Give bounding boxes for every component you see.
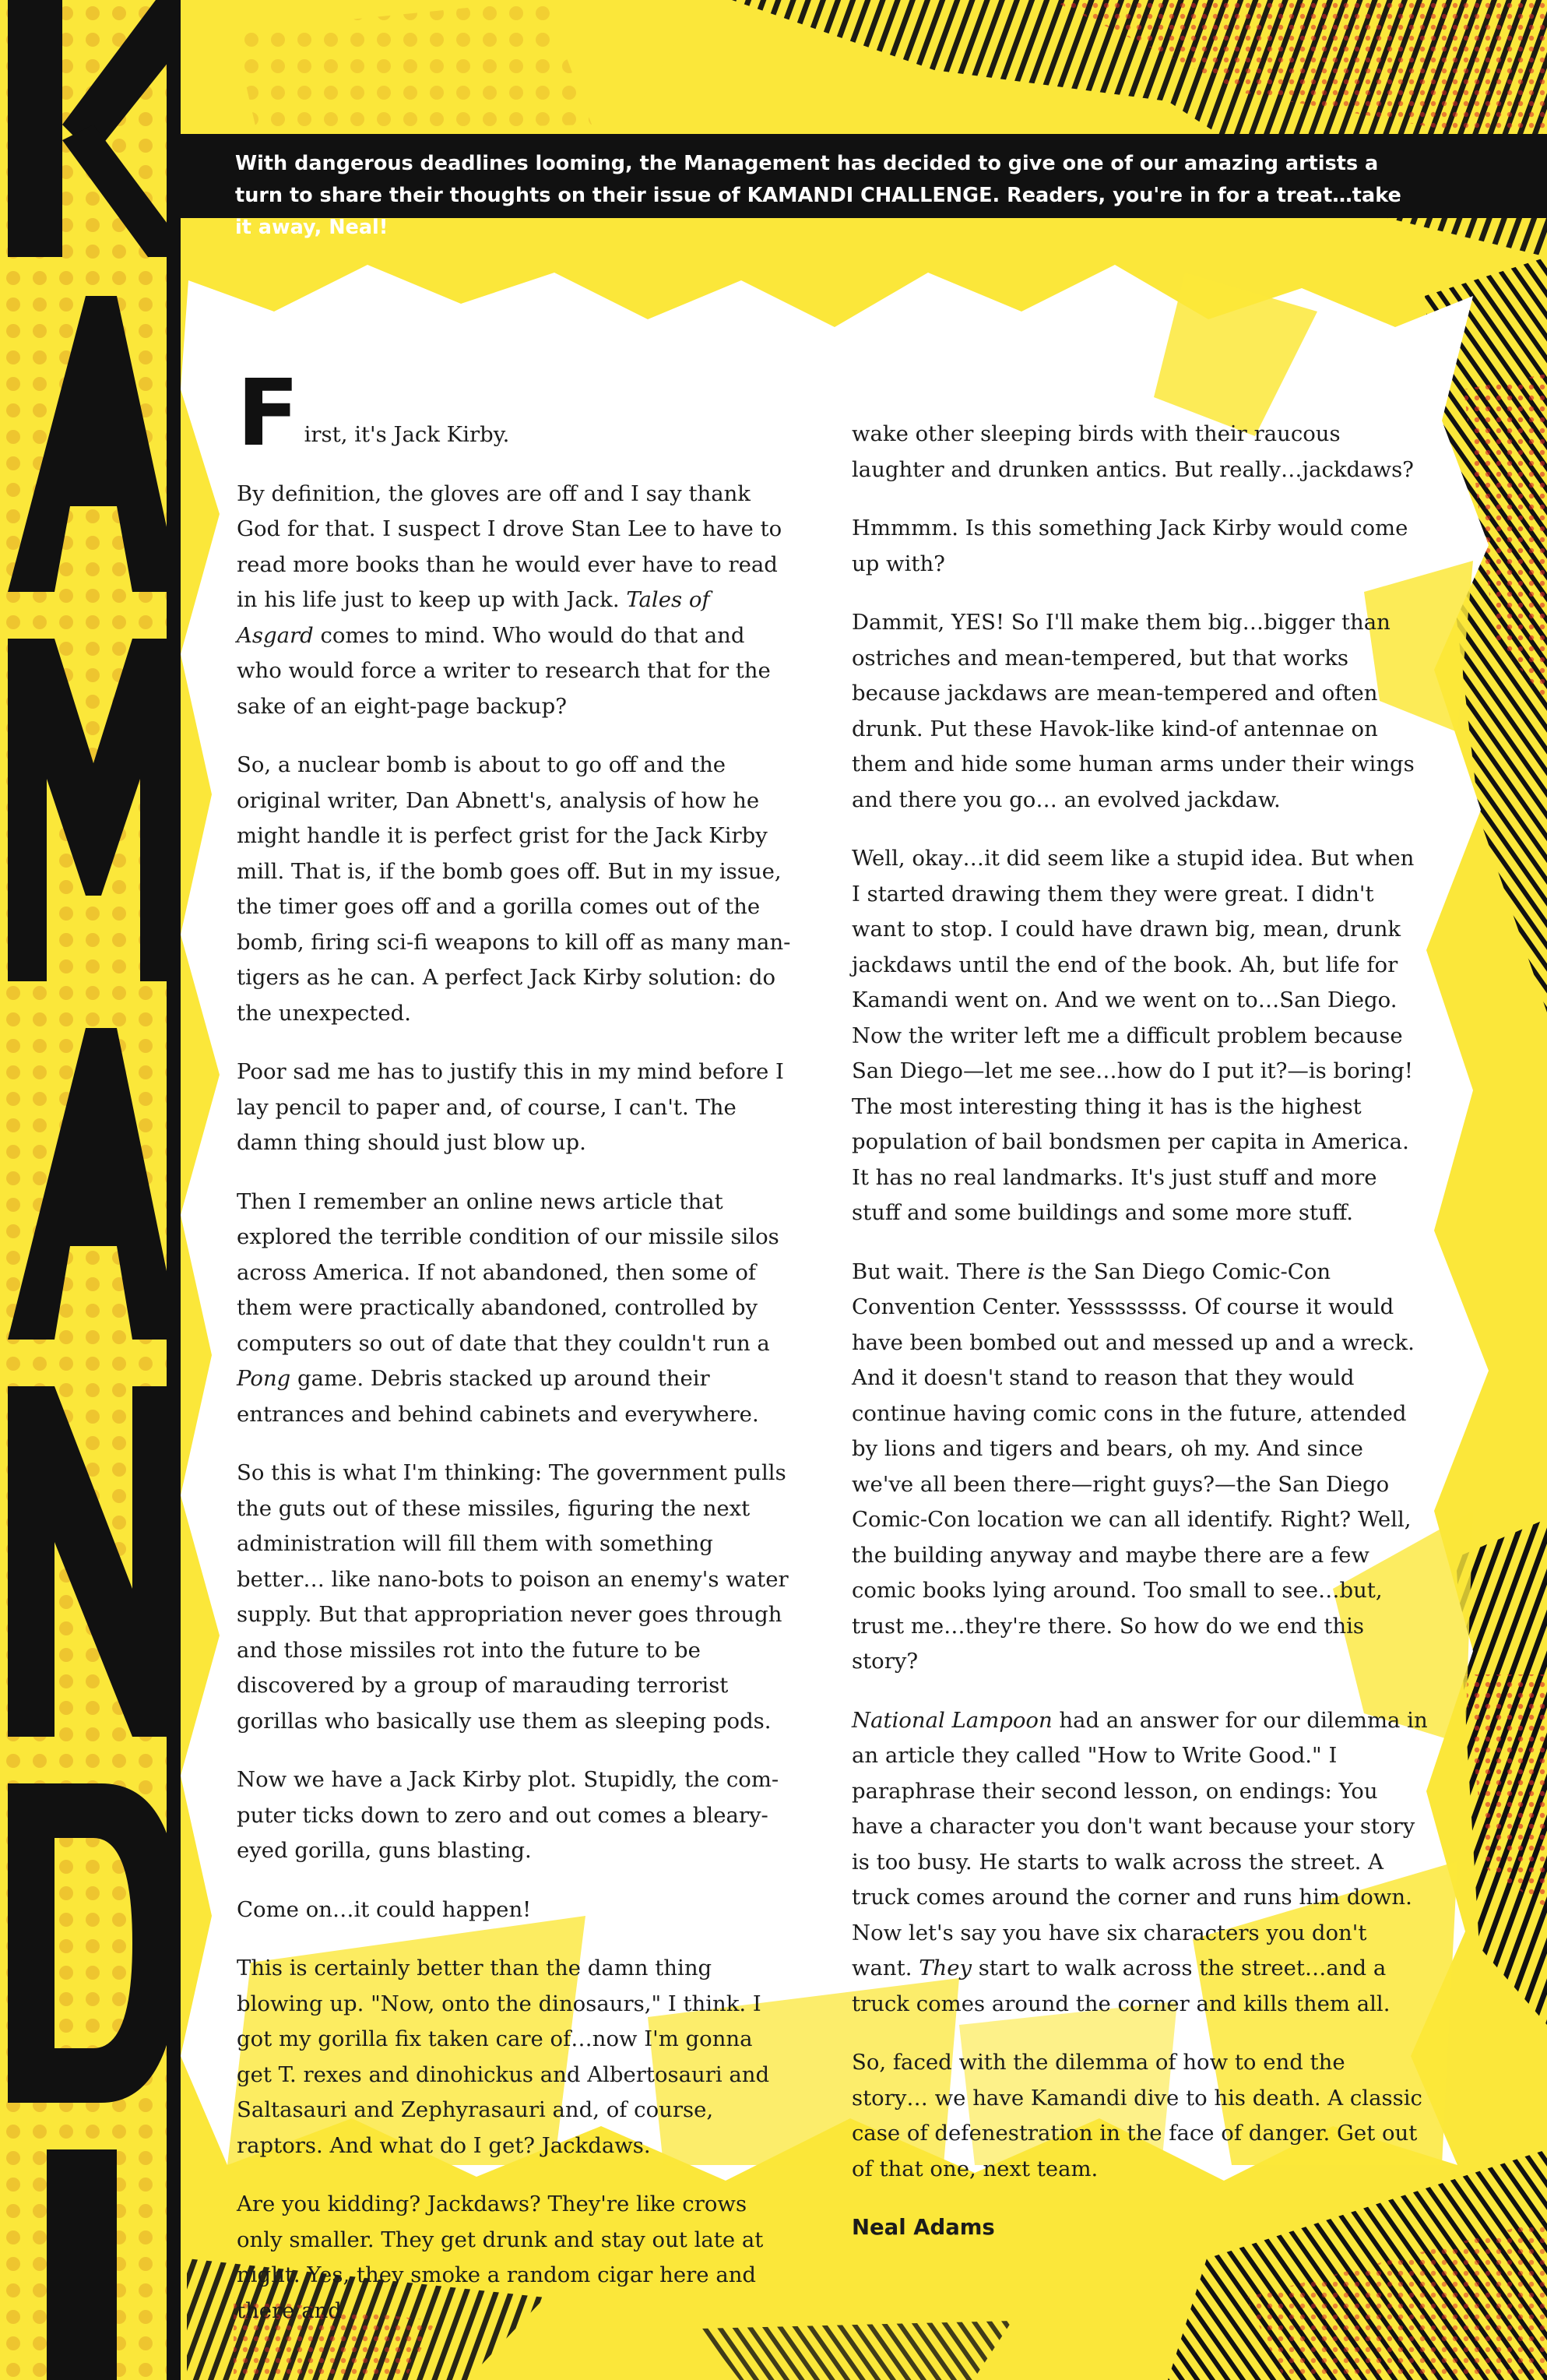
paragraph-15-text-a: But wait. There <box>852 1259 1028 1284</box>
paragraph-10: Are you kidding? Jackdaws? They're like crows only smaller. They get drunk and stay out late at night. Yes, they smoke a random cigar here and there and <box>237 2192 764 2323</box>
paragraph-16 <box>852 1703 1428 2023</box>
paragraph-3: So, a nuclear bomb is about to go off and the original writer, Dan Abnett's, analysis of how he might handle it is perfect grist for the Jack Kirby mill. That is, if the bomb goes off. But in my issue, the timer goes off and a gorilla comes out of the bomb, firing sci-fi weapons to kill off as many man-tigers as he can. A perfect Jack Kirby solution: do the unexpected. <box>237 752 791 1026</box>
emphasis-they: They <box>919 1956 972 1980</box>
paragraph-17: So, faced with the dilemma of how to end the story… we have Kamandi dive to his death. A classic case of defenestration in the face of danger. Get out of that one, next team. <box>852 2050 1422 2181</box>
paragraph-1-text: irst, it's Jack Kirby. <box>304 422 510 447</box>
paragraph-6: So this is what I'm thinking: The government pulls the guts out of these missiles, figuring the next administration will fill them with something better… like nano-bots to poison an enemy's water supply. But that appropriation never goes through and those missiles rot into the future to be discovered by a group of marauding terrorist gorillas who basically use them as sleeping pods. <box>237 1460 789 1734</box>
left-spine <box>0 0 181 2380</box>
paragraph-2-text-b: comes to mind. Who would do that and who would force a writer to research that for the sake of an eight-page backup? <box>237 622 771 719</box>
paragraph-16-text-b: start to walk across the street…and a truck comes around the corner and kills them all. <box>852 1956 1391 2016</box>
paragraph-16-text-a: had an answer for our dilemma in an article they called "How to Write Good." I paraphrase their second lesson, on endings: You have a character you don't want because your story is too busy. He starts to walk across the street. A truck comes around the corner and runs him down. Now let's say you have six characters you don't want. <box>852 1707 1428 1980</box>
paragraph-5-text-a: Then I remember an online news article that explored the terrible condition of our missile silos across America. If not abandoned, then some of them were practically abandoned, controlled by computers so out of date that they couldn't run a <box>237 1188 779 1356</box>
paragraph-5 <box>237 1185 791 1433</box>
game-title-pong: Pong <box>237 1366 291 1391</box>
author-signature: Neal Adams <box>852 2215 995 2240</box>
paragraph-14: Well, okay…it did seem like a stupid idea. But when I started drawing them they were great. I didn't want to stop. I could have drawn big, mean, drunk jackdaws until the end of the book. Ah, but life for Kamandi went on. And we went on to…San Diego. Now the writer left me a difficult problem because San Diego—let me see…how do I put it?—is boring! The most interesting thing it has is the highest population of bail bondsmen per capita in America. It has no real landmarks. It's just stuff and more stuff and some buildings and some more stuff. <box>852 846 1415 1225</box>
emphasis-is: is <box>1027 1259 1046 1284</box>
paragraph-13: Dammit, YES! So I'll make them big…bigger than ostriches and mean-tempered, but that works because jackdaws are mean-tempered and often drunk. Put these Havok-like kind-of antennae on them and hide some human arms under their wings and there you go… an evolved jackdaw. <box>852 610 1415 812</box>
paragraph-2-text-a: By definition, the gloves are off and I say thank God for that. I suspect I drove Stan Lee to have to read more books than he would ever have to read in his life just to keep up with Jack. <box>237 481 782 612</box>
paragraph-4: Poor sad me has to justify this in my mind before I lay pencil to paper and, of course, I can't. The damn thing should just blow up. <box>237 1059 784 1155</box>
paragraph-1 <box>237 359 791 466</box>
intro-banner-text: With dangerous deadlines looming, the Management has decided to give one of our amazing artists a turn to share their thoughts on their issue of KAMANDI CHALLENGE. Readers, you're in for a treat…take it away, Neal! <box>235 152 1401 239</box>
magazine-title-national-lampoon: National Lampoon <box>852 1707 1053 1733</box>
paragraph-9: This is certainly better than the damn thing blowing up. "Now, onto the dinosaurs," I think. I got my gorilla fix taken care of…now I'm gonna get T. rexes and dinohickus and Albertosauri and Saltasauri and Zephyrasauri and, of course, raptors. And what do I get? Jackdaws. <box>237 1956 770 2158</box>
paragraph-15-text-b: the San Diego Comic-Con Convention Center. Yessssssss. Of course it would have been bombed out and messed up and a wreck. And it doesn't stand to reason that they would continue having comic cons in the future, attended by lions and tigers and bears, oh my. And since we've all been there—right guys?—the San Diego Comic-Con location we can all identify. Right? Well, the building anyway and maybe there are a few comic books lying around. Too small to see…but, trust me…they're there. So how do we end this story? <box>852 1259 1415 1674</box>
paragraph-5-text-b: game. Debris stacked up around their entrances and behind cabinets and everywhere. <box>237 1366 759 1427</box>
article-column-right <box>852 417 1428 2269</box>
paragraph-7: Now we have a Jack Kirby plot. Stupidly, the computer ticks down to zero and out comes a bleary-eyed gorilla, guns blasting. <box>237 1767 779 1863</box>
paragraph-8: Come on…it could happen! <box>237 1896 532 1922</box>
paragraph-15 <box>852 1255 1428 1680</box>
paragraph-12: Hmmmm. Is this something Jack Kirby would come up with? <box>852 516 1408 576</box>
article-column-left <box>237 359 791 2352</box>
book-title-tales-of-asgard: Tales of Asgard <box>237 587 710 648</box>
paragraph-2 <box>237 477 791 725</box>
drop-cap: F <box>237 359 300 466</box>
paragraph-11: wake other sleeping birds with their raucous laughter and drunken antics. But really…jackdaws? <box>852 421 1414 482</box>
